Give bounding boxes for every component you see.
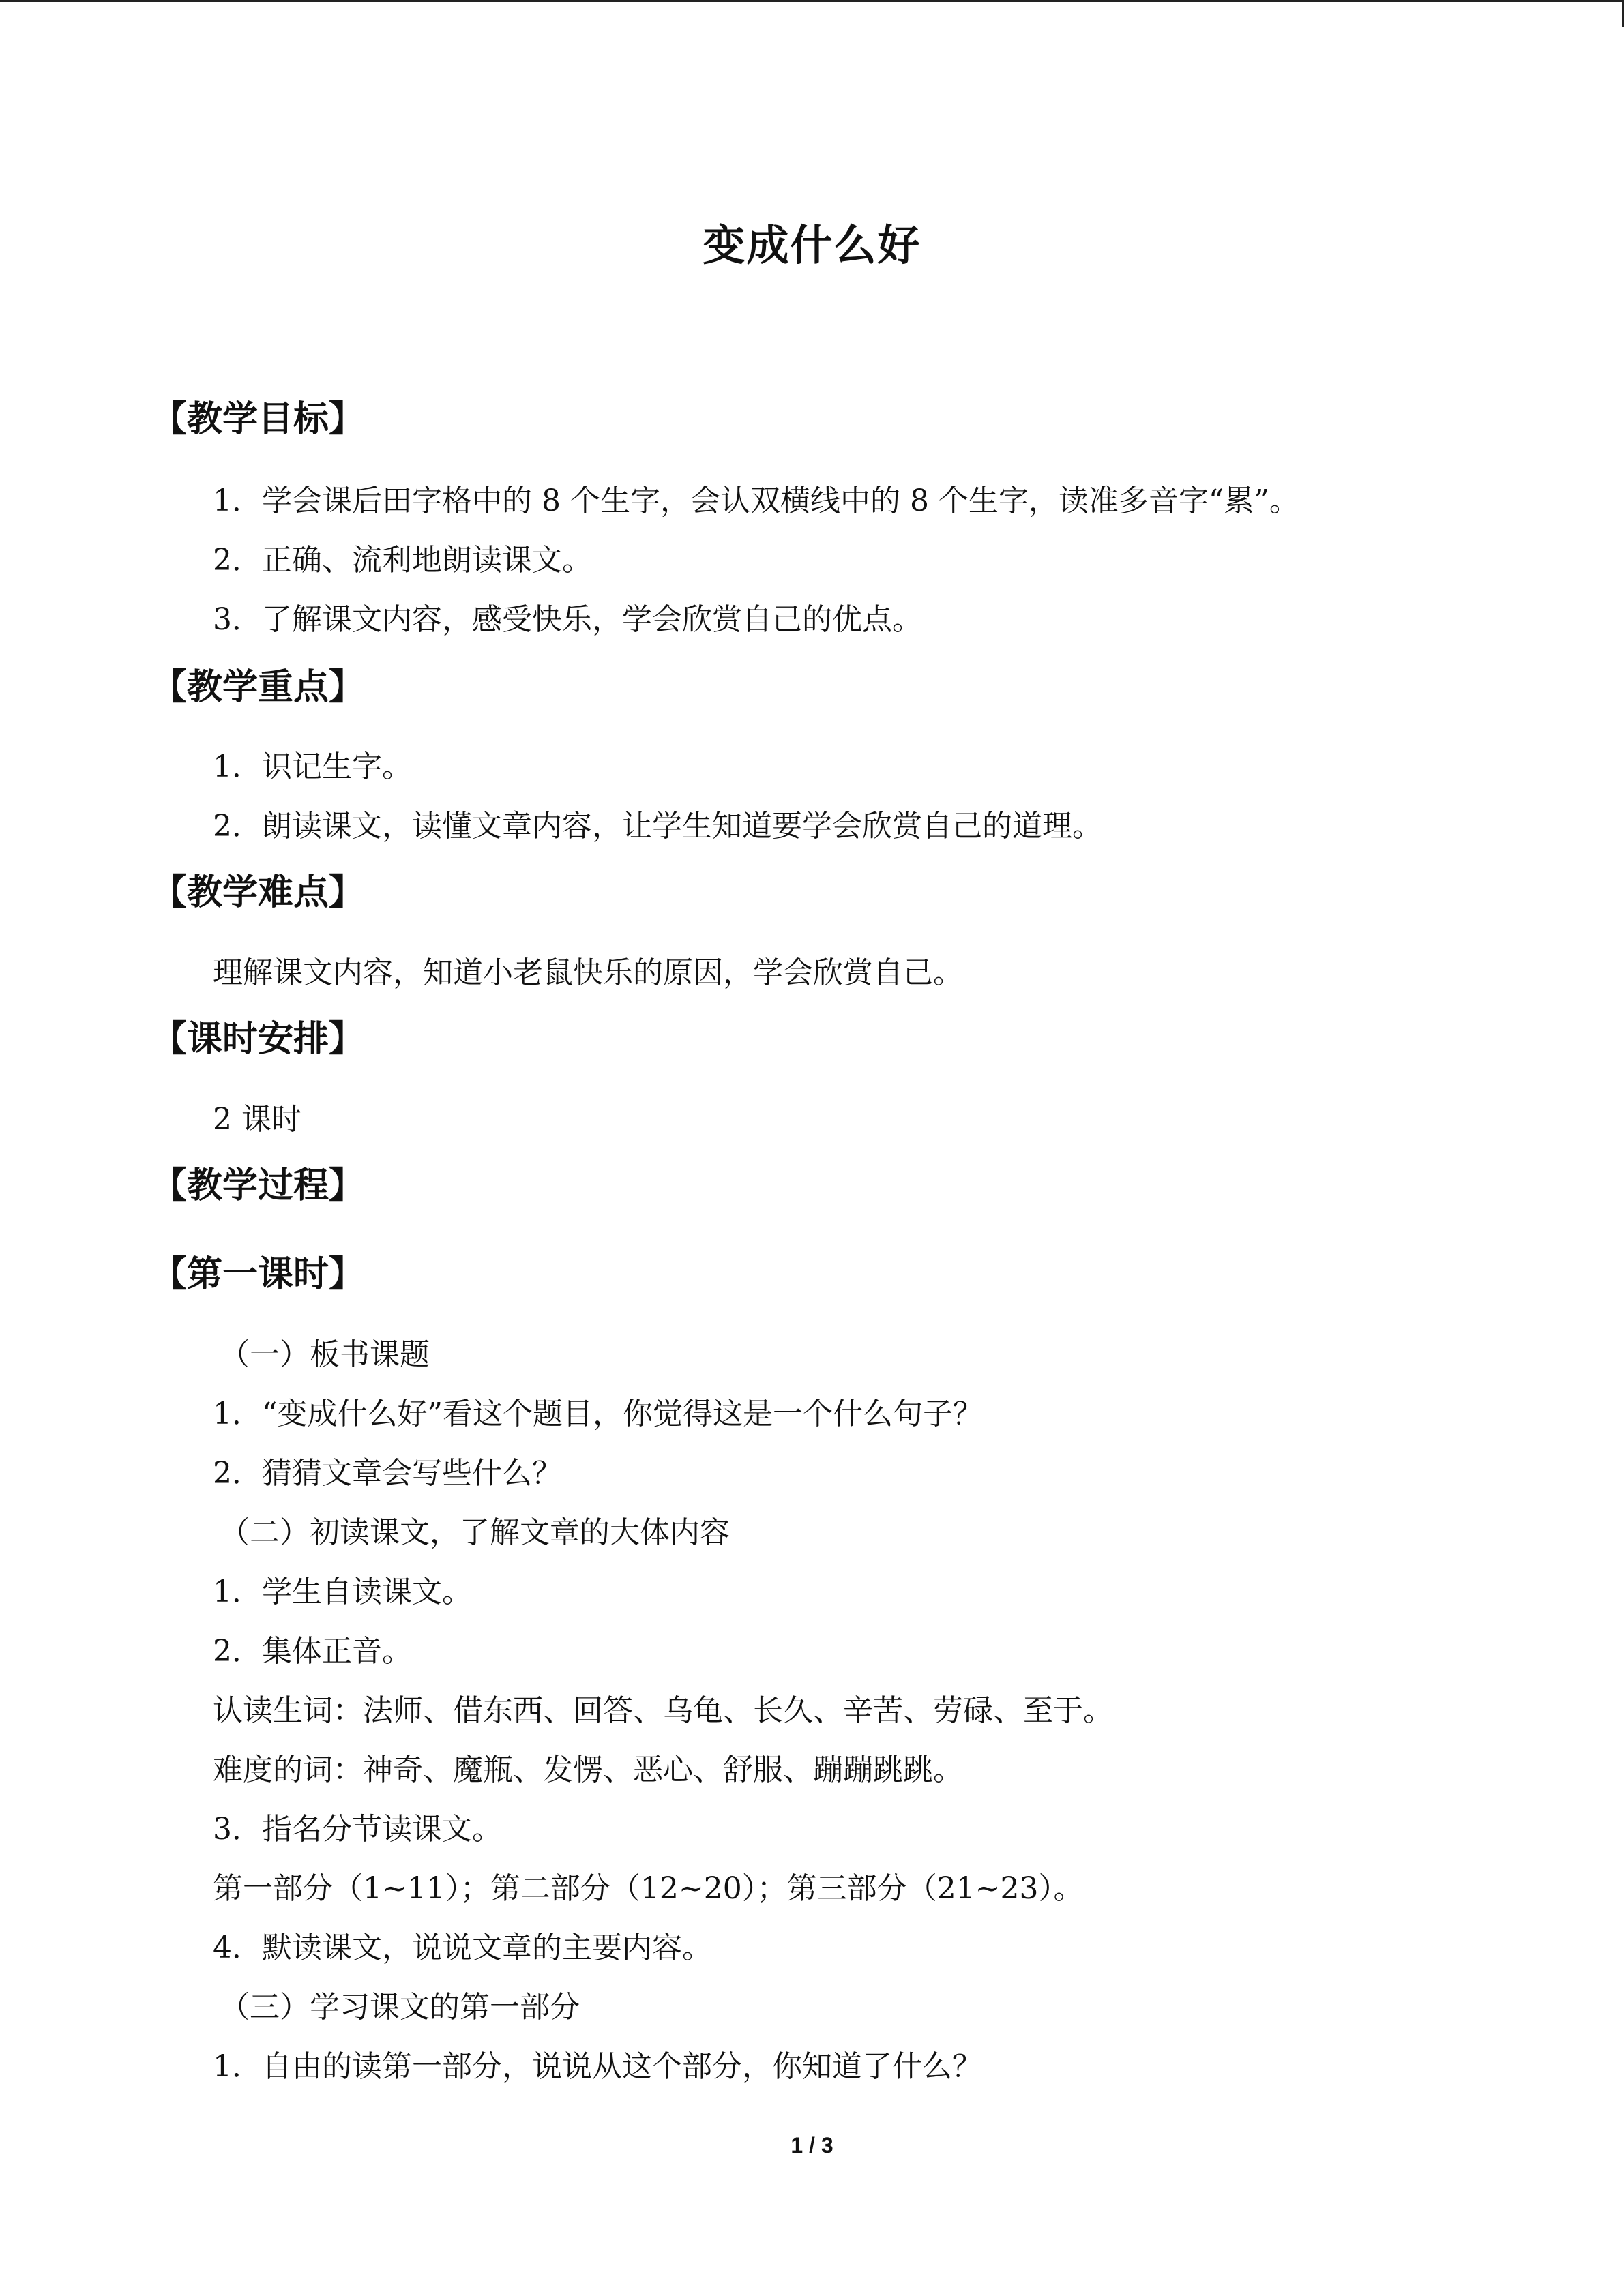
lesson-item: 1．“变成什么好”看这个题目，你觉得这是一个什么句子？: [213, 1397, 983, 1431]
lesson-subheading: （一）板书课题: [220, 1337, 430, 1372]
lesson-item: 2．集体正音。: [213, 1634, 412, 1669]
heading-process: 【教学过程】: [151, 1165, 365, 1206]
page-title: 变成什么好: [703, 220, 921, 270]
lesson-item: 4．默读课文，说说文章的主要内容。: [213, 1930, 712, 1965]
heading-difficulties: 【教学难点】: [151, 872, 365, 913]
objective-item: 1．学会课后田字格中的 8 个生字，会认双横线中的 8 个生字，读准多音字“累”。: [213, 483, 1299, 518]
lesson-item: 第一部分（1~11）；第二部分（12~20）；第三部分（21~23）。: [213, 1871, 1084, 1906]
objective-item: 2．正确、流利地朗读课文。: [213, 543, 592, 578]
key-point-item: 2．朗读课文，读懂文章内容，让学生知道要学会欣赏自己的道理。: [213, 809, 1102, 844]
difficulty-item: 理解课文内容，知道小老鼠快乐的原因，学会欣赏自己。: [213, 955, 963, 990]
heading-key-points: 【教学重点】: [151, 667, 365, 708]
lesson-item: 难度的词：神奇、魔瓶、发愣、恶心、舒服、蹦蹦跳跳。: [213, 1753, 963, 1787]
lesson-item: 2．猜猜文章会写些什么？: [213, 1456, 562, 1491]
lesson-item: 3．指名分节读课文。: [213, 1812, 502, 1847]
heading-lesson1: 【第一课时】: [151, 1254, 365, 1295]
lesson-subheading: （三）学习课文的第一部分: [220, 1990, 580, 2025]
lesson-item: 1．学生自读课文。: [213, 1575, 472, 1609]
lesson-subheading: （二）初读课文，了解文章的大体内容: [220, 1515, 730, 1550]
page-number: 1 / 3: [791, 2133, 833, 2158]
objective-item: 3．了解课文内容，感受快乐，学会欣赏自己的优点。: [213, 602, 922, 637]
key-point-item: 1．识记生字。: [213, 749, 412, 784]
schedule-item: 2 课时: [213, 1102, 301, 1137]
heading-schedule: 【课时安排】: [151, 1019, 365, 1060]
lesson-item: 认读生词：法师、借东西、回答、乌龟、长久、辛苦、劳碌、至于。: [213, 1693, 1113, 1728]
heading-objectives: 【教学目标】: [151, 399, 365, 440]
lesson-item: 1．自由的读第一部分，说说从这个部分，你知道了什么？: [213, 2049, 982, 2084]
page-top-border: [0, 0, 1624, 2]
